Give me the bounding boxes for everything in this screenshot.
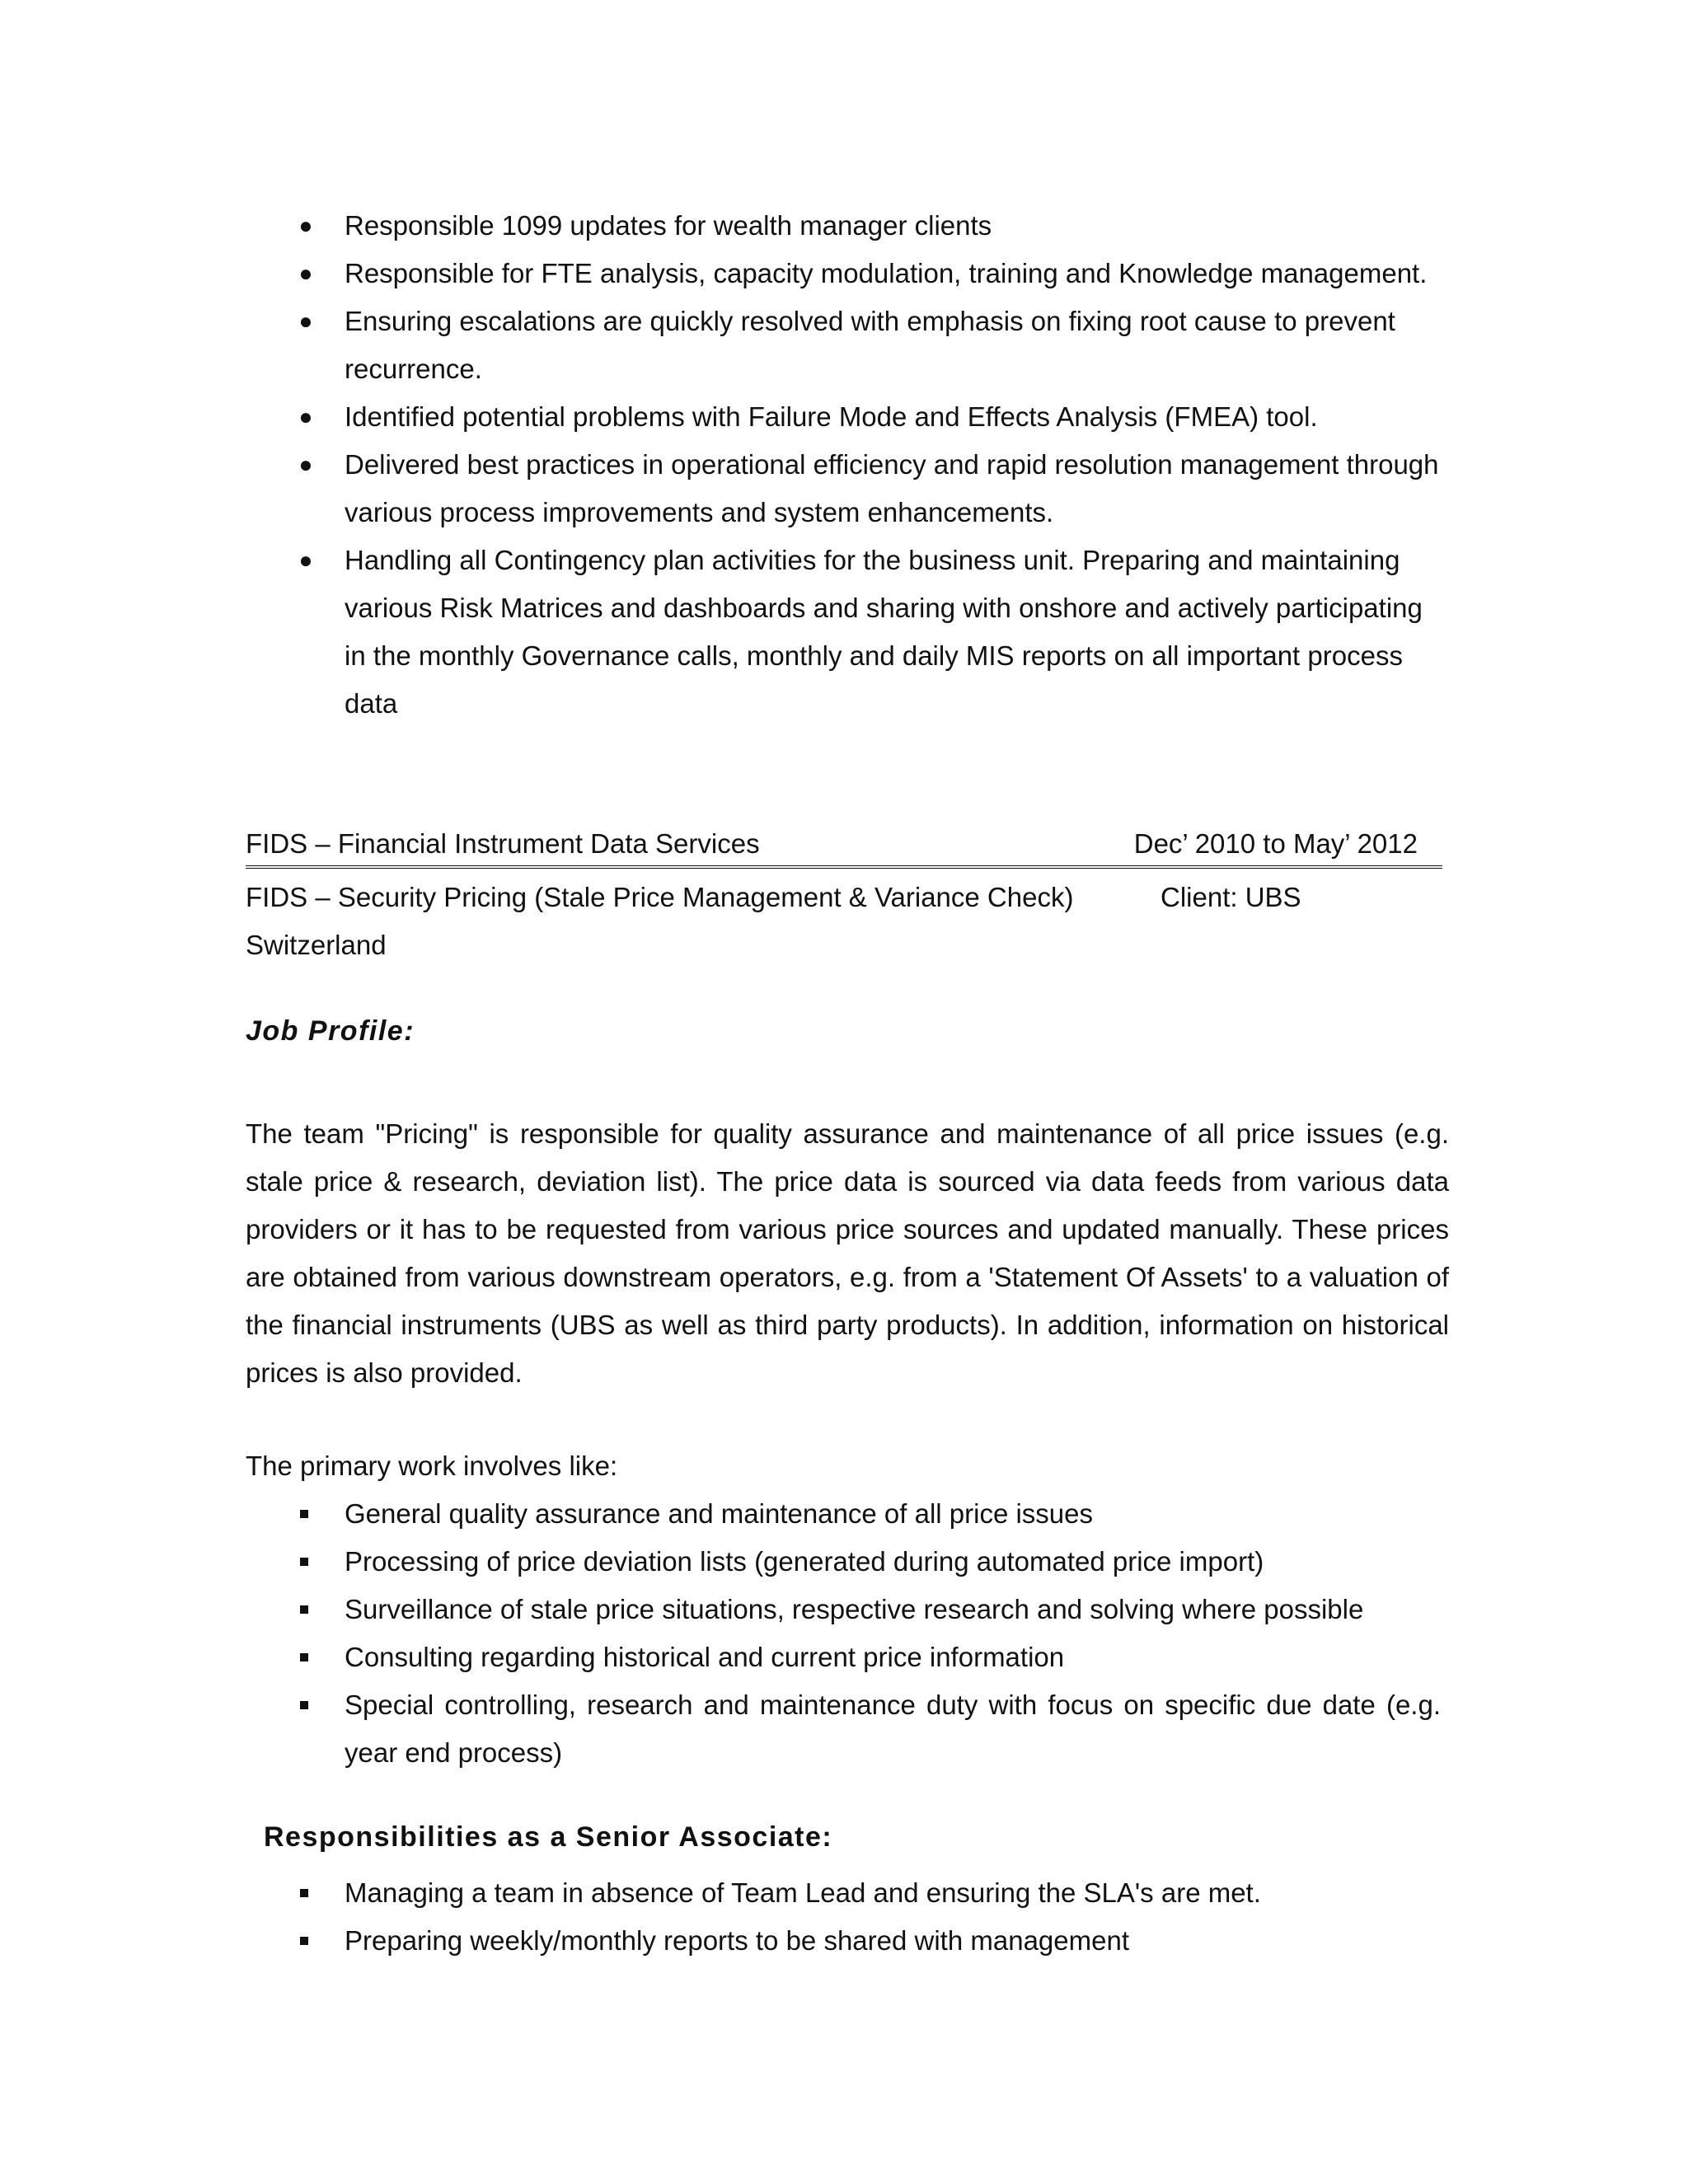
list-item: Surveillance of stale price situations, respective research and solving where possible [345,1594,1364,1624]
bullet-dot-icon: ● [298,260,313,286]
responsibilities-bullet-list [246,1869,1441,1965]
job-subtitle: FIDS – Security Pricing (Stale Price Management & Variance Check) [246,882,1074,912]
bullet-dot-icon: ● [298,213,313,238]
job-dates: Dec’ 2010 to May’ 2012 [1133,828,1418,859]
list-item: Processing of price deviation lists (generated during automated price import) [345,1546,1264,1577]
list-item: Consulting regarding historical and current price information [345,1642,1065,1672]
list-item: ● Responsible 1099 updates for wealth manager clients [246,202,1441,250]
list-item: ● Ensuring escalations are quickly resolved with emphasis on fixing root cause to prevent recurrence. [246,298,1441,393]
job-title-line [246,824,1442,869]
list-item: ● Responsible for FTE analysis, capacity modulation, training and Knowledge management. [246,250,1441,298]
bullet-dot-icon: ● [298,404,313,429]
list-item: Managing a team in absence of Team Lead and ensuring the SLA's are met. [345,1877,1261,1908]
list-item: ● Handling all Contingency plan activities for the business unit. Preparing and maintaining various Risk Matrices and dashboards and sharing with onshore and actively participating in the monthly Governance calls, monthly and daily MIS reports on all important process data [246,537,1441,728]
bullet-dot-icon: ● [298,452,313,477]
job-title: FIDS – Financial Instrument Data Services [246,828,760,859]
job-profile-heading: Job Profile: [246,1015,415,1047]
responsibilities-heading: Responsibilities as a Senior Associate: [264,1821,833,1853]
top-bullet-list [246,202,1441,728]
list-item: Special controlling, research and maintenance duty with focus on specific due date (e.g. year end process) [345,1690,1441,1768]
job-profile-paragraph: The team "Pricing" is responsible for quality assurance and maintenance of all price issues (e.g. stale price & research, deviation list). The price data is sourced via data feeds from various data providers or it has to be requested from various price sources and updated manually. These prices are obtained from various downstream operators, e.g. from a 'Statement Of Assets' to a valuation of the financial instruments (UBS as well as third party products). In addition, information on historical prices is also provided. [246,1118,1449,1388]
list-item: General quality assurance and maintenance of all price issues [345,1498,1094,1529]
list-item: ● Identified potential problems with Failure Mode and Effects Analysis (FMEA) tool. [246,393,1441,441]
job-client: Client: UBS [1160,882,1301,912]
job-subtitle-line [246,874,1442,969]
bullet-dot-icon: ● [298,308,313,334]
work-bullet-list [246,1490,1441,1777]
bullet-dot-icon: ● [298,547,313,573]
list-item: Preparing weekly/monthly reports to be shared with management [345,1925,1129,1956]
work-intro: The primary work involves like: [246,1451,618,1481]
list-item: ● Delivered best practices in operational efficiency and rapid resolution management through various process improvements and system enhancements. [246,441,1441,537]
job-location: Switzerland [246,930,387,960]
